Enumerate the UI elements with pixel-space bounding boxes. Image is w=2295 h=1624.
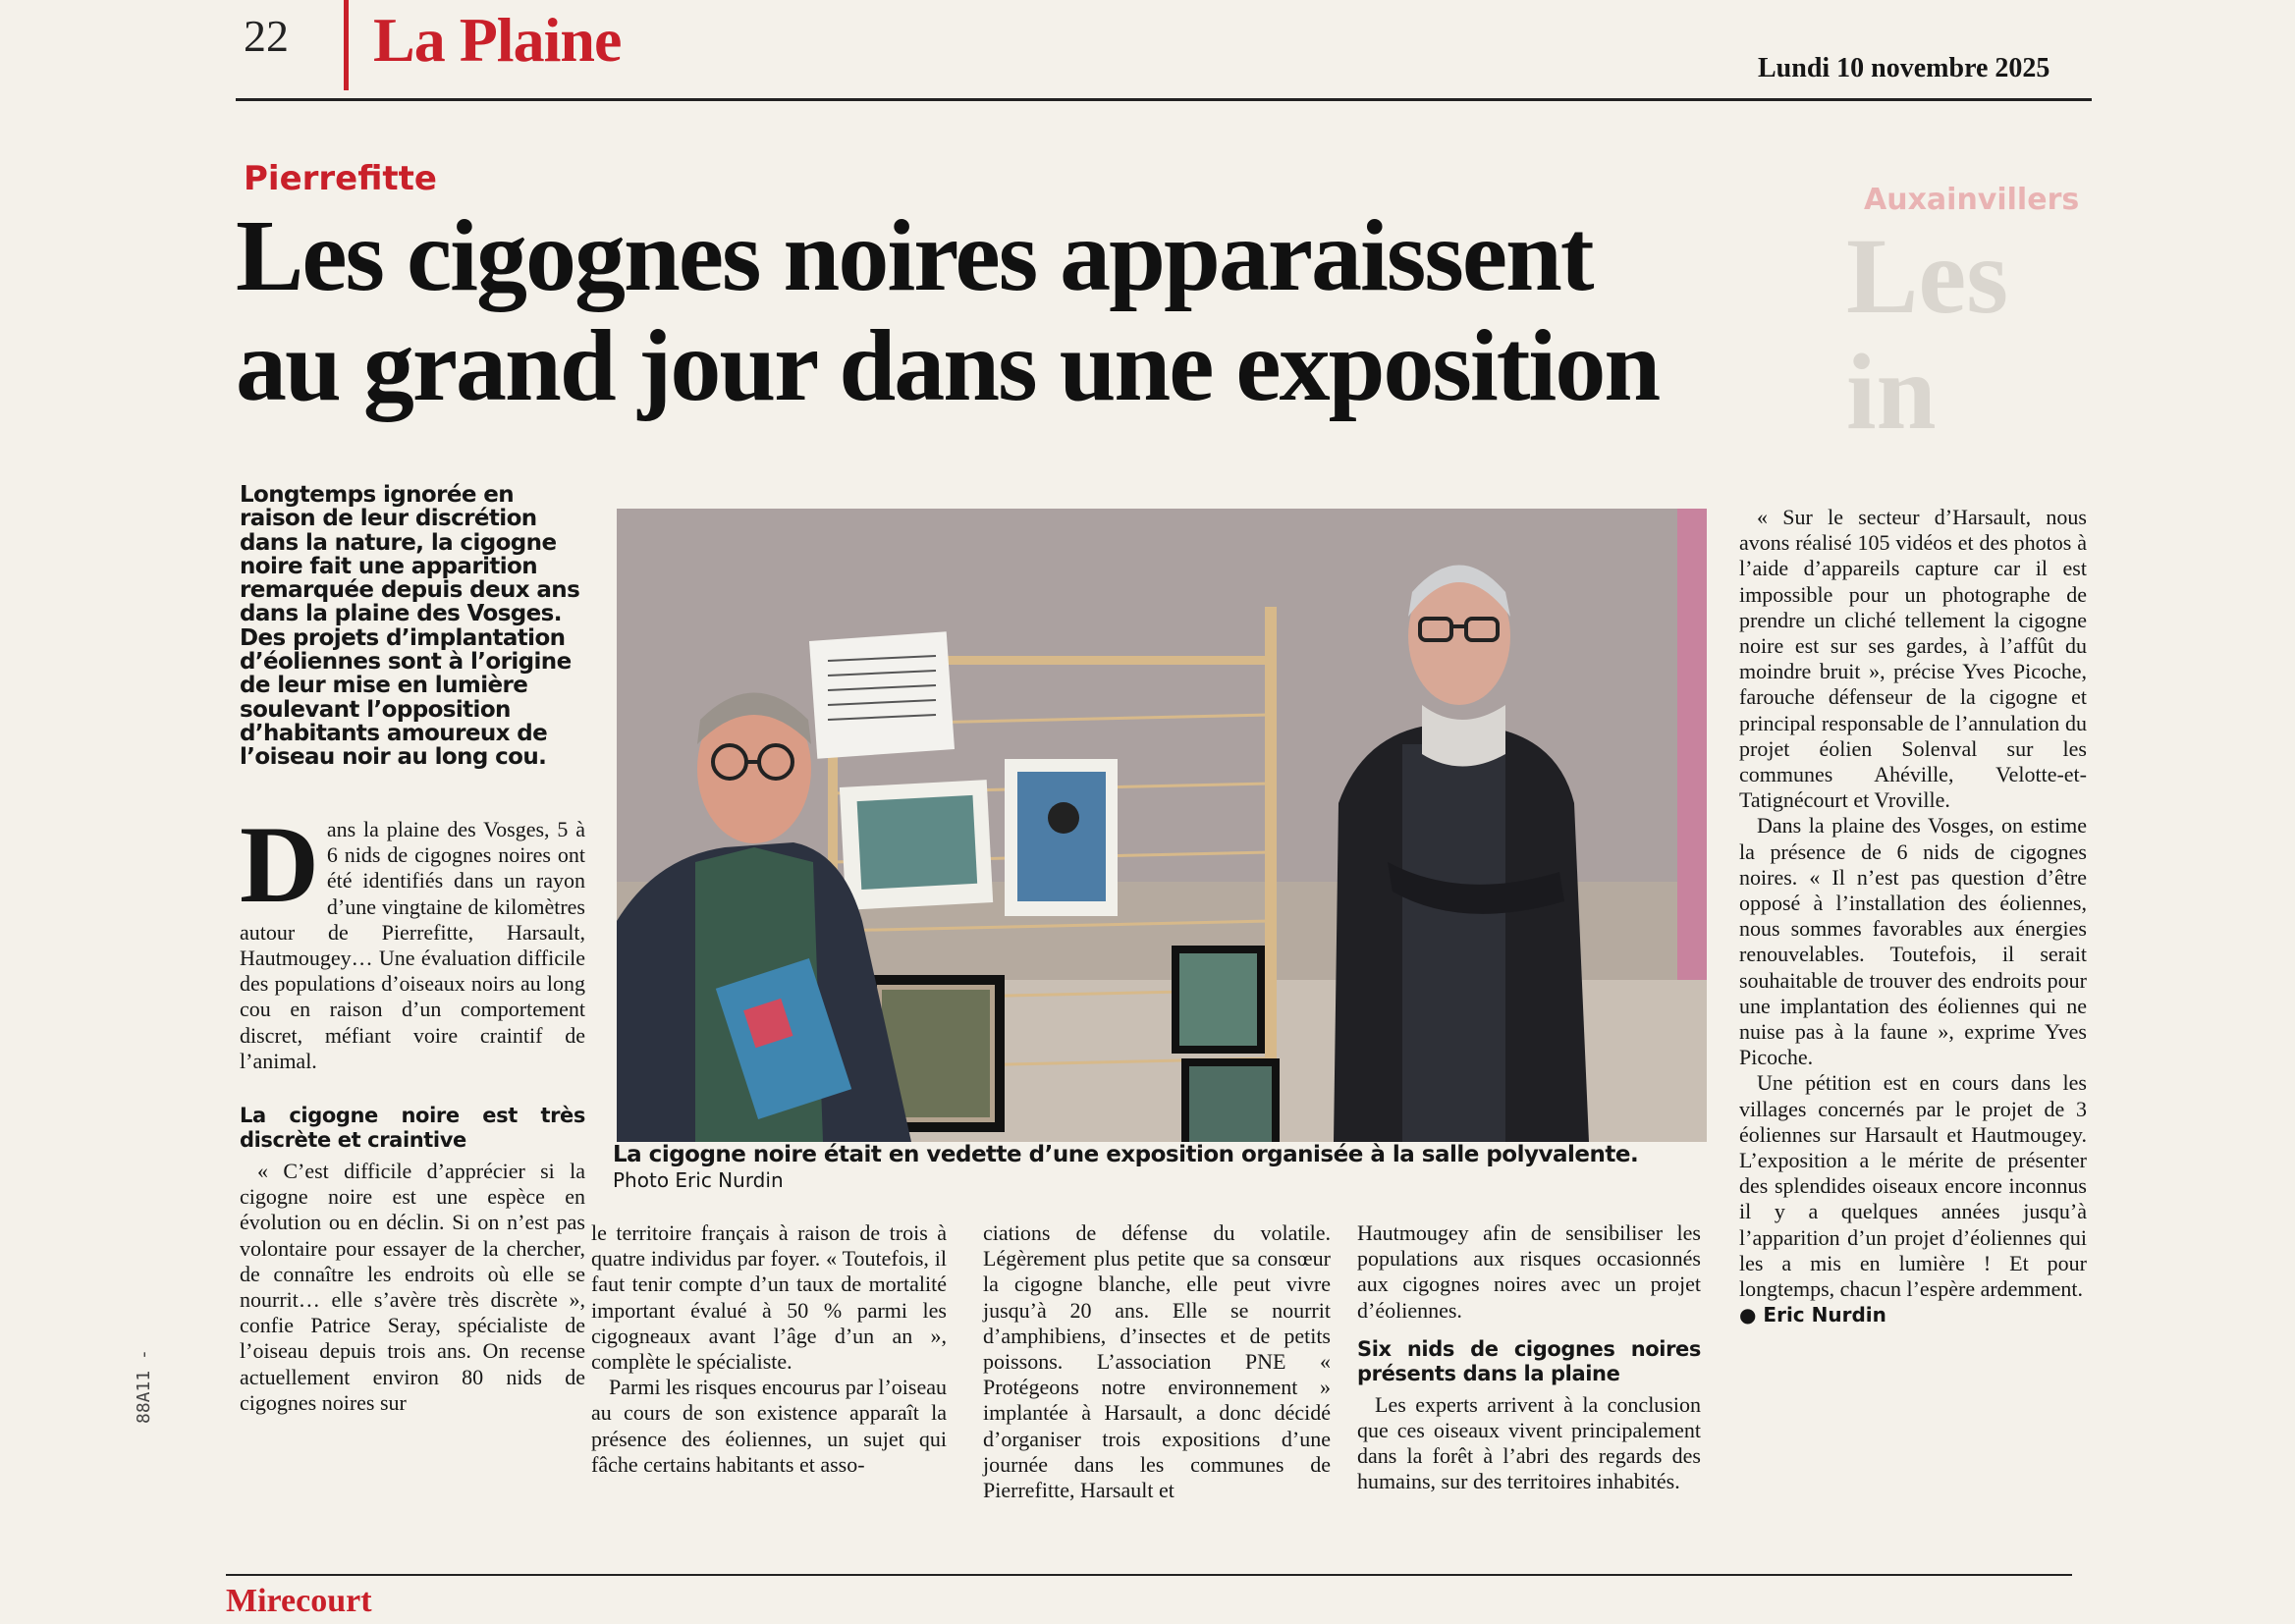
paragraph-text: ans la plaine des Vosges, 5 à 6 nids de cigognes noires ont été identifiés dans un rayon d’une vingtaine de kilomètres autour de Pierrefitte, Harsault, Hautmougey… Une évaluation difficile des populations d’oiseaux noirs au long cou en raison d’un comportement discret, méfiant voire craintif de l’animal.	[240, 817, 585, 1073]
header-rule	[236, 98, 2092, 101]
header-divider	[344, 0, 349, 90]
paragraph: Dans la plaine des Vosges, on estime la présence de 6 nids de cigognes noires. « Il n’est pas question d’être opposé à l’installation des éoliennes, nous sommes favorables aux énergies renouvelables. Toutefois, il serait souhaitable de trouver des endroits pour une implantation des éoliennes qui ne nuise pas à la faune », exprime Yves Picoche.	[1739, 813, 2087, 1070]
article-headline	[236, 201, 2102, 421]
paragraph: « Sur le secteur d’Harsault, nous avons réalisé 105 vidéos et des photos à l’aide d’appareils capture car il est impossible pour un photographe de prendre un cliché tellement la cigogne noire est sur ses gardes, à l’affût du moindre bruit », précise Yves Picoche, farouche défenseur de la cigogne et principal responsable de l’annulation du projet éolien Solenval sur les communes Ahéville, Velotte-et-Tatignécourt et Vroville.	[1739, 505, 2087, 813]
article-column-3	[983, 1220, 1331, 1503]
headline-line-1: Les cigognes noires apparaissent	[236, 199, 1593, 312]
article-byline: ● Eric Nurdin	[1739, 1303, 1886, 1327]
adjacent-kicker: Auxainvillers	[1864, 183, 2080, 217]
paragraph: Une pétition est en cours dans les villages concernés par le projet de 3 éoliennes sur Harsault et Hautmougey. L’exposition a le mérite de présenter des splendides oiseaux encore inconnus il y a quelques années jusqu’à l’apparition d’un projet d’éoliennes qui les a mis en lumière ! Et pour longtemps, chacun l’espère ardemment.	[1739, 1070, 2087, 1302]
article-column-1	[240, 804, 585, 1416]
paragraph: Parmi les risques encourus par l’oiseau au cours de son existence apparaît la présence des éoliennes, un sujet qui fâche certains habitants et asso-	[591, 1375, 947, 1477]
paragraph: le territoire français à raison de trois à quatre individus par foyer. « Toutefois, il faut tenir compte d’un taux de mortalité important évalué à 50 % parmi les cigogneaux avant l’âge d’un an », complète le spécialiste.	[591, 1220, 947, 1375]
article-column-4	[1357, 1220, 1701, 1495]
article-photo	[617, 509, 1707, 1142]
paragraph: Hautmougey afin de sensibiliser les populations aux risques occasionnés aux cigognes noires avec un projet d’éoliennes.	[1357, 1220, 1701, 1323]
paragraph	[240, 804, 585, 1074]
headline-line-2: au grand jour dans une exposition	[236, 309, 1660, 422]
photo-credit: Photo Eric Nurdin	[613, 1168, 784, 1192]
footer-rule	[226, 1574, 2072, 1576]
section-title: La Plaine	[373, 5, 622, 75]
article-column-5	[1739, 505, 2087, 1328]
adjacent-headline: Les in	[1846, 216, 2008, 452]
drop-cap: D	[240, 804, 319, 926]
photo-caption: La cigogne noire était en vedette d’une exposition organisée à la salle polyvalente.	[613, 1142, 1639, 1167]
issue-date: Lundi 10 novembre 2025	[1758, 53, 2050, 83]
page-number: 22	[244, 11, 289, 61]
article-column-2	[591, 1220, 947, 1478]
subheading: La cigogne noire est très discrète et craintive	[240, 1104, 585, 1153]
paragraph: ciations de défense du volatile. Légèrement plus petite que sa consœur la cigogne blanche, elle peut vivre jusqu’à 20 ans. Elle se nourrit d’amphibiens, d’insectes et de petits poissons. L’association PNE « Protégeons notre environnement » implantée à Harsault, a donc décidé d’organiser trois expositions d’une journée dans les communes de Pierrefitte, Harsault et	[983, 1220, 1331, 1503]
exhibition-photo-illustration	[617, 509, 1707, 1142]
paragraph: « C’est difficile d’apprécier si la cigogne noire est une espèce en évolution ou en déclin. Si on n’est pas volontaire pour essayer de la chercher, de connaître les endroits où elle se nourrit… elle s’avère très discrète », confie Patrice Seray, spécialiste de l’oiseau depuis trois ans. On recense actuellement environ 80 nids de cigognes noires sur	[240, 1159, 585, 1415]
paragraph: Les experts arrivent à la conclusion que ces oiseaux vivent principalement dans la forêt à l’abri des regards des humains, sur des territoires inhabités.	[1357, 1391, 1701, 1494]
margin-code: 88A11 -	[134, 1349, 154, 1424]
article-kicker: Pierrefitte	[244, 159, 437, 198]
subheading: Six nids de cigognes noires présents dans la plaine	[1357, 1336, 1701, 1385]
article-lead: Longtemps ignorée en raison de leur discrétion dans la nature, la cigogne noire fait une apparition remarquée depuis deux ans dans la plaine des Vosges. Des projets d’implantation d’éoliennes sont à l’origine de leur mise en lumière soulevant l’opposition d’habitants amoureux de l’oiseau noir au long cou.	[240, 482, 580, 771]
next-section-title: Mirecourt	[226, 1583, 372, 1619]
